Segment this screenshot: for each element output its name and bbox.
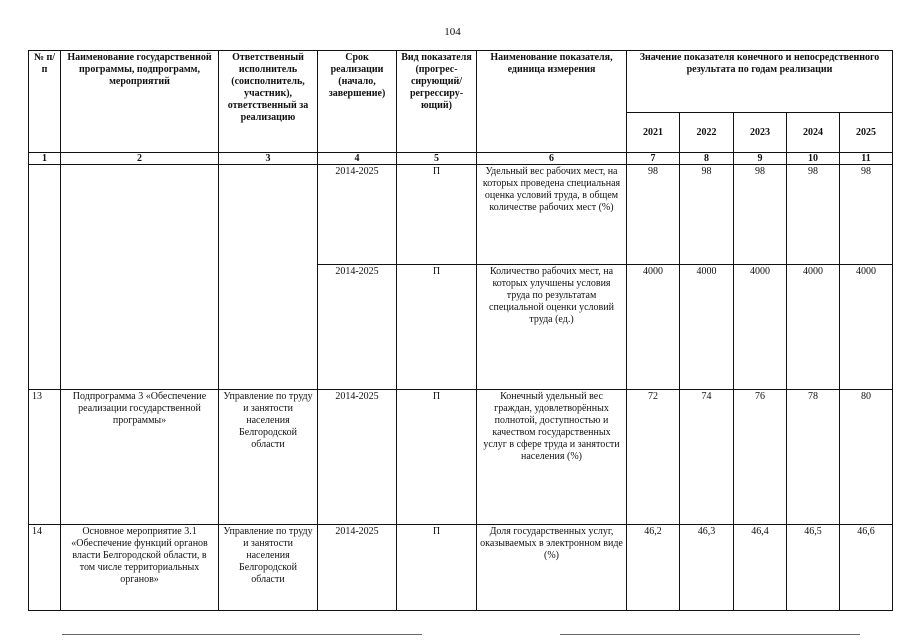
row-value-2025: 4000 [840,265,893,390]
row-value-2021: 98 [627,165,680,265]
row-indicator-type: П [397,390,477,525]
header-number: № п/п [29,51,61,153]
row-number: 14 [29,525,61,611]
column-number: 3 [219,153,318,165]
row-value-2025: 98 [840,165,893,265]
table-row [29,165,893,265]
row-value-2022: 4000 [680,265,734,390]
indicators-table [28,50,893,611]
row-indicator-name: Конечный удельный вес граждан, удовлетворённых полнотой, доступностью и качеством государственных услуг в сфере труда и занятости населения (%) [477,390,627,525]
column-number: 4 [318,153,397,165]
header-year: 2025 [840,113,893,153]
table-row [29,525,893,611]
table-row [29,390,893,525]
header-year: 2024 [787,113,840,153]
row-executor [219,165,318,390]
row-value-2025: 80 [840,390,893,525]
header-indicator-name: Наименование показателя, единица измерения [477,51,627,153]
row-period: 2014-2025 [318,390,397,525]
row-indicator-name: Количество рабочих мест, на которых улучшены условия труда по результатам специальной оценки условий труда (ед.) [477,265,627,390]
column-number: 8 [680,153,734,165]
header-indicator-type: Вид показателя (прогрес-сирующий/ регрессиру-ющий) [397,51,477,153]
header-year: 2022 [680,113,734,153]
row-number [29,165,61,390]
row-period: 2014-2025 [318,165,397,265]
header-executor: Ответственный исполнитель (соисполнитель, участник), ответственный за реализацию [219,51,318,153]
row-executor: Управление по труду и занятости населения Белгородской области [219,525,318,611]
row-indicator-type: П [397,165,477,265]
column-number: 11 [840,153,893,165]
row-indicator-type: П [397,265,477,390]
row-value-2024: 4000 [787,265,840,390]
row-value-2021: 46,2 [627,525,680,611]
header-program-name: Наименование государственной программы, подпрограмм, мероприятий [61,51,219,153]
row-value-2023: 98 [734,165,787,265]
row-value-2023: 76 [734,390,787,525]
row-number: 13 [29,390,61,525]
row-indicator-name: Удельный вес рабочих мест, на которых проведена специальная оценка условий труда, в общем количестве рабочих мест (%) [477,165,627,265]
column-number: 6 [477,153,627,165]
header-values-group: Значение показателя конечного и непосредственного результата по годам реализации [627,51,893,113]
row-value-2022: 74 [680,390,734,525]
row-value-2024: 98 [787,165,840,265]
footer-divider [560,634,860,635]
header-year: 2023 [734,113,787,153]
row-value-2024: 78 [787,390,840,525]
row-indicator-type: П [397,525,477,611]
row-value-2021: 72 [627,390,680,525]
column-number: 2 [61,153,219,165]
header-year: 2021 [627,113,680,153]
row-program-name [61,165,219,390]
row-value-2025: 46,6 [840,525,893,611]
row-value-2022: 46,3 [680,525,734,611]
page-number: 104 [444,26,461,38]
row-value-2023: 46,4 [734,525,787,611]
row-value-2024: 46,5 [787,525,840,611]
row-value-2021: 4000 [627,265,680,390]
row-program-name: Основное мероприятие 3.1 «Обеспечение функций органов власти Белгородской области, в том числе территориальных органов» [61,525,219,611]
footer-divider [62,634,422,635]
column-number: 10 [787,153,840,165]
column-number: 1 [29,153,61,165]
row-executor: Управление по труду и занятости населения Белгородской области [219,390,318,525]
row-indicator-name: Доля государственных услуг, оказываемых в электронном виде (%) [477,525,627,611]
row-program-name: Подпрограмма 3 «Обеспечение реализации государственной программы» [61,390,219,525]
row-period: 2014-2025 [318,525,397,611]
row-period: 2014-2025 [318,265,397,390]
column-number: 5 [397,153,477,165]
header-period: Срок реализации (начало, завершение) [318,51,397,153]
column-number: 7 [627,153,680,165]
column-number: 9 [734,153,787,165]
row-value-2022: 98 [680,165,734,265]
row-value-2023: 4000 [734,265,787,390]
